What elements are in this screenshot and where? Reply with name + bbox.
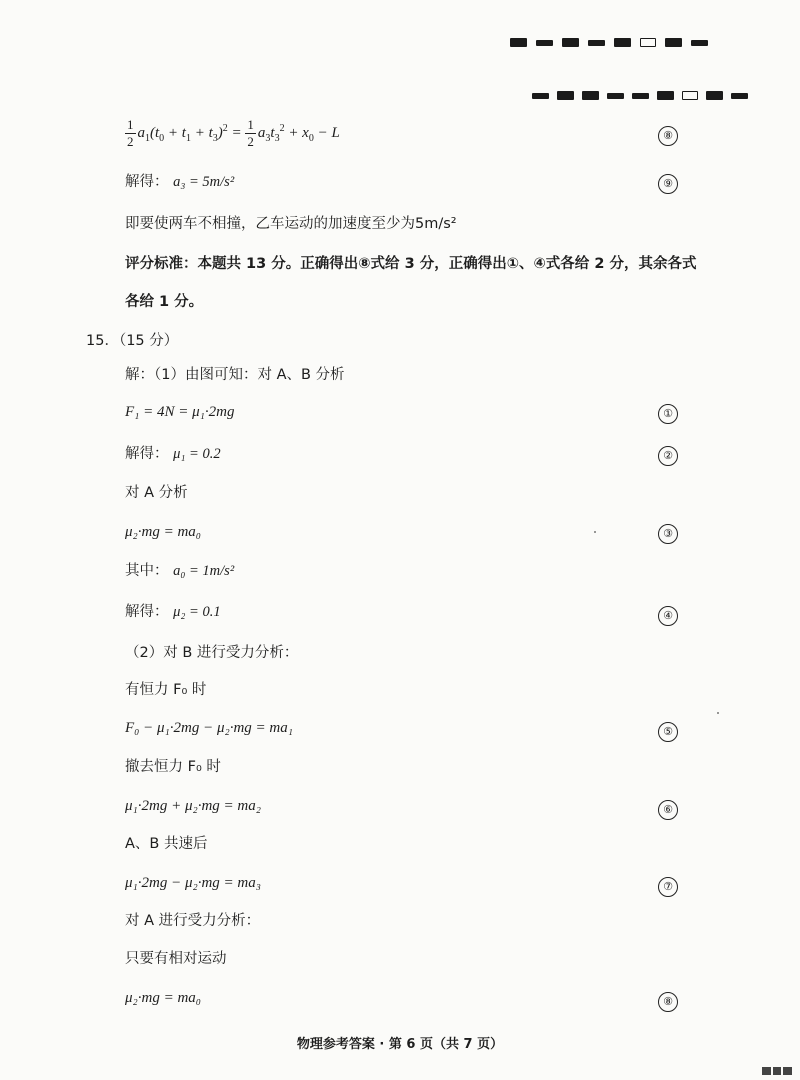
conclusion-text: 即要使两车不相撞，乙车运动的加速度至少为5m/s² — [125, 216, 457, 232]
equation-marker: ① — [658, 404, 678, 424]
mark-block — [536, 40, 553, 46]
mark-block — [614, 38, 631, 47]
question-15-heading: 15．（15 分） — [86, 333, 179, 349]
mark-block — [588, 40, 605, 46]
scan-speck — [717, 712, 719, 714]
equation-5: F₀ − μ₁·2mg − μ₂·mg = ma₁ — [125, 720, 293, 736]
equation-marker: ⑤ — [658, 722, 678, 742]
with-constant-force: 有恒力 F₀ 时 — [125, 682, 207, 698]
equation-1: F₁ = 4N = μ₁·2mg — [125, 404, 235, 420]
equation-marker: ⑧ — [658, 992, 678, 1012]
where-label: 其中： — [125, 563, 169, 579]
solution-a3 — [125, 172, 234, 192]
scoring-criteria-line1: 评分标准：本题共 13 分。正确得出⑧式给 3 分，正确得出①、④式各给 2 分，其余各式 — [125, 256, 697, 272]
mark-block-hollow — [682, 91, 698, 100]
scoring-criteria-line2: 各给 1 分。 — [125, 294, 204, 310]
remove-constant-force: 撤去恒力 F₀ 时 — [125, 759, 221, 775]
equation-7: μ₁·2mg − μ₂·mg = ma₃ — [125, 875, 261, 891]
mark-block — [657, 91, 674, 100]
equation-marker: ⑨ — [658, 174, 678, 194]
solution-mu1 — [125, 444, 221, 464]
where-a0 — [125, 561, 234, 581]
solution-label: 解得： — [125, 604, 169, 620]
part1-intro: 解：（1）由图可知：对 A、B 分析 — [125, 367, 345, 383]
mark-block — [532, 93, 549, 99]
solution-expression: μ₂ = 0.1 — [173, 604, 221, 620]
mark-block — [731, 93, 748, 99]
fraction-half: $\frac{1}{2}$ — [127, 117, 134, 149]
equation-6: μ₁·2mg + μ₂·mg = ma₂ — [125, 798, 261, 814]
equation-marker: ③ — [658, 524, 678, 544]
solution-mu2 — [125, 602, 221, 622]
mark-block — [706, 91, 723, 100]
scan-speck — [594, 531, 596, 533]
solution-label: 解得： — [125, 446, 169, 462]
corner-watermark — [762, 1067, 792, 1075]
registration-marks-second — [532, 91, 748, 100]
part2-intro: （2）对 B 进行受力分析： — [125, 645, 299, 661]
equation-8: μ₂·mg = ma₀ — [125, 990, 201, 1006]
equation-marker: ⑧ — [658, 126, 678, 146]
mark-block — [691, 40, 708, 46]
mark-block — [607, 93, 624, 99]
solution-label: 解得： — [125, 174, 169, 190]
analyze-a-force: 对 A 进行受力分析： — [125, 913, 261, 929]
solution-expression: a₃ = 5m/s² — [173, 174, 235, 190]
mark-block-hollow — [640, 38, 656, 47]
relative-motion: 只要有相对运动 — [125, 951, 227, 967]
mark-block — [632, 93, 649, 99]
equation-marker: ② — [658, 446, 678, 466]
where-expression: a₀ = 1m/s² — [173, 563, 235, 579]
page-footer: 物理参考答案 · 第 6 页（共 7 页） — [296, 1037, 504, 1052]
mark-block — [665, 38, 682, 47]
equation-marker: ⑦ — [658, 877, 678, 897]
equation-3: μ₂·mg = ma₀ — [125, 524, 201, 540]
registration-marks-top — [510, 38, 708, 47]
common-speed: A、B 共速后 — [125, 836, 208, 852]
mark-block — [582, 91, 599, 100]
equation-marker: ⑥ — [658, 800, 678, 820]
equation-marker: ④ — [658, 606, 678, 626]
equation-displacement: $\frac{1}{2}$ $a_1(t_0 + t_1 + t_3)^2$ = $\frac{1}{2}$ $a_3t_3^2 + x_0 - L$ — [127, 117, 340, 149]
solution-expression: μ₁ = 0.2 — [173, 446, 221, 462]
mark-block — [510, 38, 527, 47]
analyze-a: 对 A 分析 — [125, 485, 188, 501]
fraction-half: $\frac{1}{2}$ — [247, 117, 254, 149]
mark-block — [557, 91, 574, 100]
mark-block — [562, 38, 579, 47]
